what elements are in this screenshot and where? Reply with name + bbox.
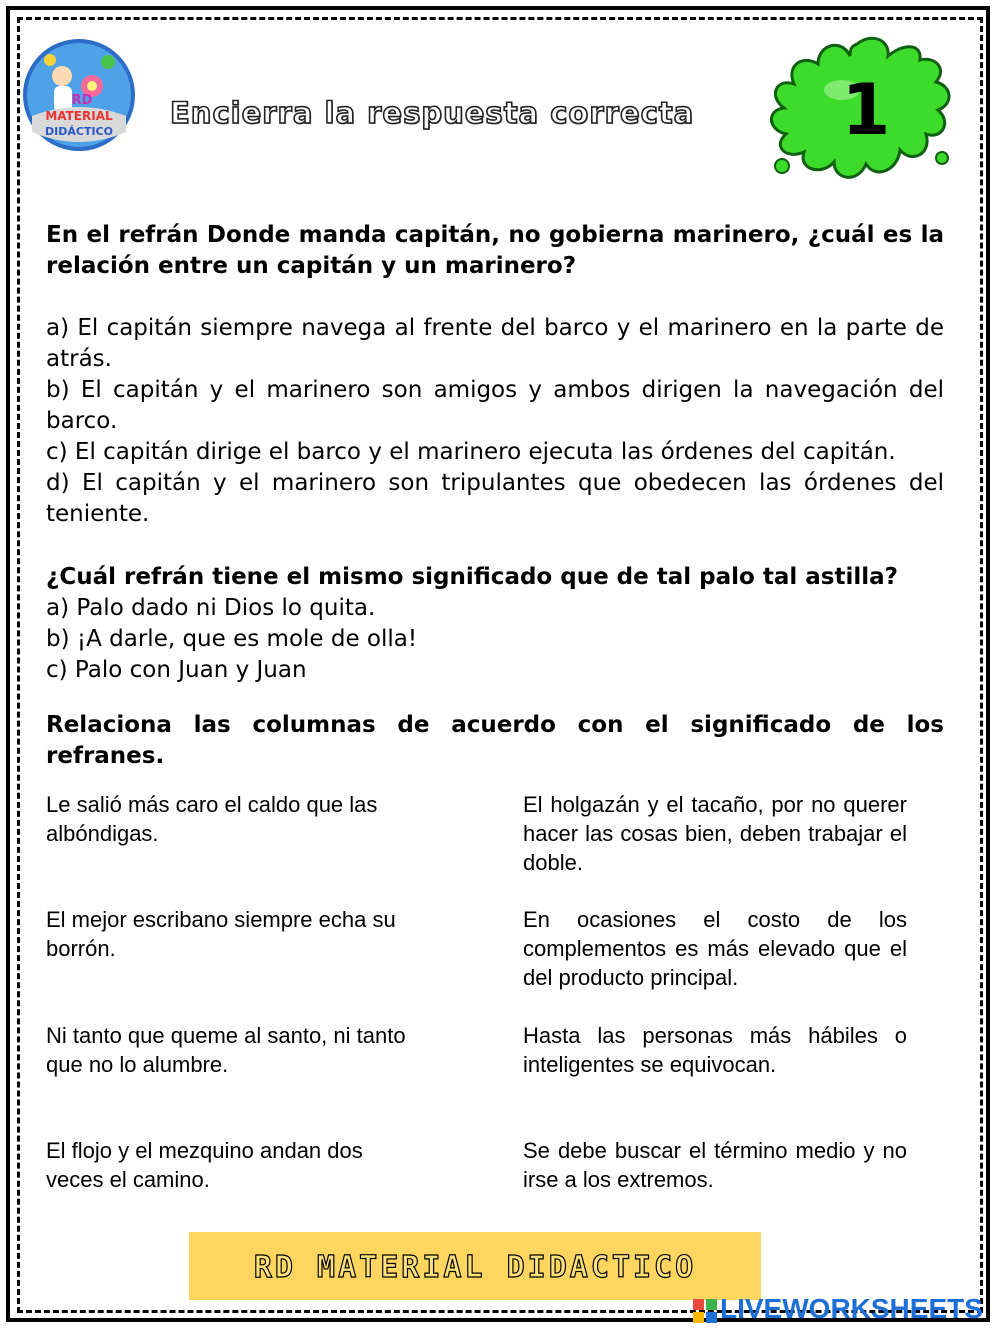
- material-didactico-logo: [20, 36, 138, 154]
- question-1-option-d[interactable]: d) El capitán y el marinero son tripulantes que obedecen las órdenes del teniente.: [46, 470, 944, 527]
- question-1: [46, 220, 944, 530]
- question-1-prompt: En el refrán Donde manda capitán, no gobierna marinero, ¿cuál es la relación entre un capitán y un marinero?: [46, 222, 944, 279]
- question-2-prompt: ¿Cuál refrán tiene el mismo significado que de tal palo tal astilla?: [46, 564, 898, 590]
- svg-text:MATERIAL: MATERIAL: [45, 109, 113, 123]
- question-3: [46, 710, 944, 772]
- footer-banner-text: RD MATERIAL DIDACTICO: [253, 1250, 697, 1285]
- question-1-option-a[interactable]: a) El capitán siempre navega al frente del barco y el marinero en la parte de atrás.: [46, 315, 944, 372]
- liveworksheets-text: LIVEWORKSHEETS: [720, 1293, 983, 1324]
- left-item-4[interactable]: El flojo y el mezquino andan dos veces el camino.: [46, 1138, 363, 1192]
- footer-banner: [189, 1232, 761, 1300]
- question-2-option-a[interactable]: a) Palo dado ni Dios lo quita.: [46, 595, 376, 621]
- left-item-1[interactable]: Le salió más caro el caldo que las albóndigas.: [46, 792, 378, 846]
- question-1-option-b[interactable]: b) El capitán y el marinero son amigos y ambos dirigen la navegación del barco.: [46, 377, 944, 434]
- worksheet-title: Encierra la respuesta correcta: [170, 96, 695, 130]
- question-2: [46, 562, 944, 686]
- svg-text:RD: RD: [71, 93, 93, 108]
- question-3-prompt: Relaciona las columnas de acuerdo con el significado de los refranes.: [46, 712, 944, 769]
- question-2-option-c[interactable]: c) Palo con Juan y Juan: [46, 657, 307, 683]
- left-item-2[interactable]: El mejor escribano siempre echa su borrón.: [46, 907, 396, 961]
- right-item-2[interactable]: En ocasiones el costo de los complementos es más elevado que el del producto principal.: [523, 907, 907, 990]
- liveworksheets-icon: [693, 1299, 717, 1323]
- right-item-1[interactable]: El holgazán y el tacaño, por no querer hacer las cosas bien, deben trabajar el doble.: [523, 792, 907, 875]
- question-1-option-c[interactable]: c) El capitán dirige el barco y el marinero ejecuta las órdenes del capitán.: [46, 439, 896, 465]
- svg-text:DIDÁCTICO: DIDÁCTICO: [45, 125, 113, 138]
- liveworksheets-watermark: [693, 1293, 983, 1327]
- right-item-4[interactable]: Se debe buscar el término medio y no irse a los extremos.: [523, 1138, 907, 1192]
- left-item-3[interactable]: Ni tanto que queme al santo, ni tanto que no lo alumbre.: [46, 1023, 406, 1077]
- badge-number: 1: [841, 69, 891, 151]
- question-2-option-b[interactable]: b) ¡A darle, que es mole de olla!: [46, 626, 418, 652]
- right-item-3[interactable]: Hasta las personas más hábiles o inteligentes se equivocan.: [523, 1023, 907, 1077]
- number-badge: [762, 30, 956, 188]
